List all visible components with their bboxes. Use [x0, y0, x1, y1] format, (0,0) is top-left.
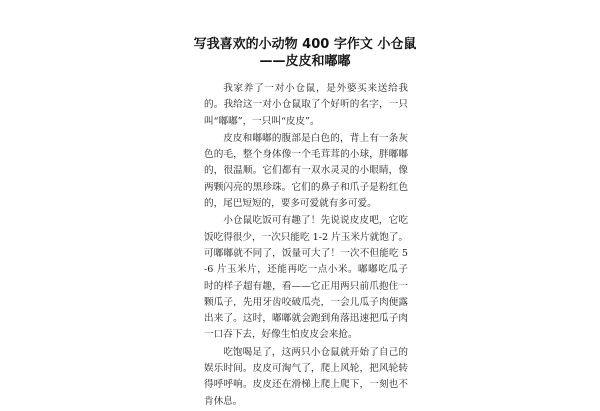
title-main: 写我喜欢的小动物 400 字作文 小仓鼠	[193, 37, 417, 52]
paragraph-1: 我家养了一对小仓鼠，是外婆买来送给我的。我给这一对小仓鼠取了个好听的名字，一只叫“嘟嘟”，一只叫“皮皮”。	[204, 83, 408, 127]
page-title	[190, 36, 420, 70]
paragraph-4: 吃饱喝足了，这两只小仓鼠就开始了自己的娱乐时间。皮皮可淘气了，爬上风轮，把风轮转得呼呼响。皮皮还在滑梯上爬上爬下，一刻也不肯休息。	[204, 346, 408, 407]
title-subtitle: ——皮皮和嘟嘟	[259, 54, 351, 69]
paragraph-3: 小仓鼠吃饭可有趣了！先说说皮皮吧，它吃饭吃得很少，一次只能吃 1-2 片玉米片就饱了。可嘟嘟就不同了，饭量可大了！一次不但能吃 5-6 片玉米片，还能再吃一点小米。嘟嘟吃瓜子时的样子超有趣，看——它正用两只前爪抱住一颗瓜子，先用牙齿咬破瓜壳，一会儿瓜子肉便露出来了。这时，嘟嘟就会跑到角落迅速把瓜子肉一口吞下去，好像生怕皮皮会来抢。	[204, 215, 408, 341]
paragraph-2: 皮皮和嘟嘟的腹部是白色的，背上有一条灰色的毛，整个身体像一个毛茸茸的小球，胖嘟嘟的，很温顺。它们都有一双水灵灵的小眼睛，像两颗闪亮的黑珍珠。它们的鼻子和爪子是粉红色的，尾巴短短的，要多可爱就有多可爱。	[204, 132, 408, 210]
essay-body	[204, 81, 408, 411]
